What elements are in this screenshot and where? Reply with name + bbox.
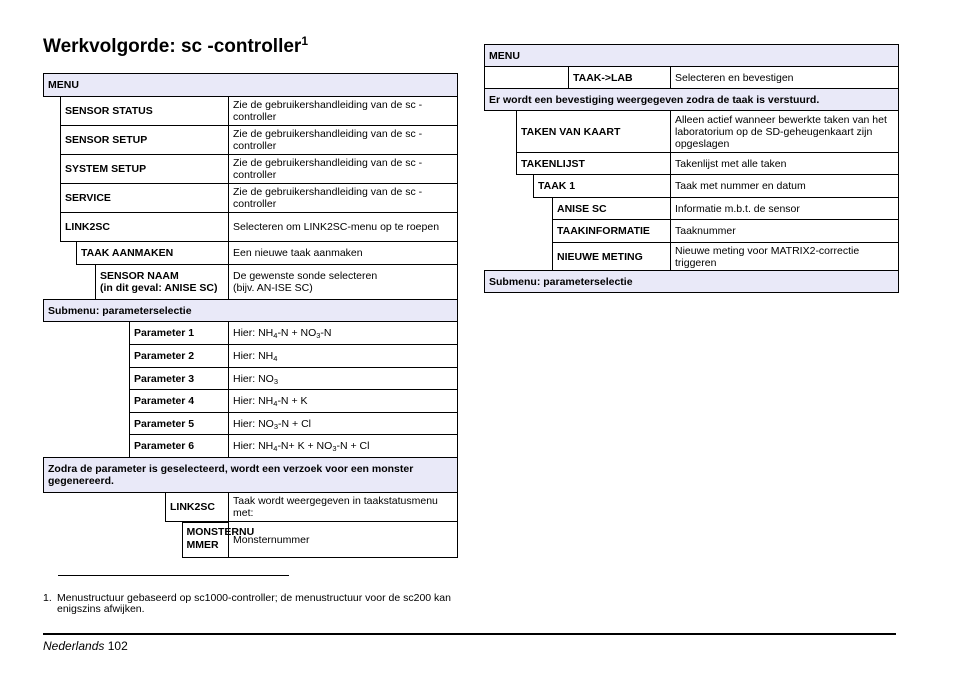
taak-aanmaken-label: TAAK AANMAKEN [77, 242, 229, 265]
taak-lab-desc: Selecteren en bevestigen [671, 67, 899, 89]
monsternummer-line2: MMER [186, 539, 219, 551]
chem-sub: 4 [273, 354, 278, 363]
monsternummer-line1: MONSTERNU [186, 526, 255, 538]
parameter-prefix: Hier: [233, 395, 256, 407]
taken-kaart-label: TAKEN VAN KAART [517, 111, 671, 153]
taak-aanmaken-desc: Een nieuwe taak aanmaken [229, 242, 458, 265]
parameter-label: Parameter 6 [130, 435, 229, 458]
chem-part: NO [258, 417, 274, 430]
taakinformatie-label: TAAKINFORMATIE [553, 220, 671, 243]
submenu-header: Submenu: parameterselectie [485, 271, 899, 293]
parameter-prefix: Hier: [233, 372, 256, 385]
parameter-value [229, 345, 458, 368]
footnote-number: 1. [43, 592, 52, 604]
confirm-header: Er wordt een bevestiging weergegeven zodra de taak is verstuurd. [485, 89, 899, 111]
parameter-label: Parameter 3 [130, 368, 229, 390]
sensor-naam-desc-line1: De gewenste sonde selecteren [233, 270, 378, 282]
menu-item-desc: Zie de gebruikershandleiding van de sc - controller [229, 126, 458, 155]
chem-part: -N [278, 417, 290, 430]
chem-sub: 4 [273, 444, 278, 453]
link2sc-label: LINK2SC [166, 493, 229, 522]
link2sc-desc: Taak wordt weergegeven in taakstatusmenu met: [229, 493, 458, 522]
chem-sub: 4 [273, 399, 278, 408]
parameter-prefix: Hier: [233, 417, 256, 430]
chem-sub: 3 [332, 444, 337, 453]
footnote-text: Menustructuur gebaseerd op sc1000-controller; de menustructuur voor de sc200 kan enigszins afwijken. [57, 592, 451, 615]
chem-sub: 3 [273, 376, 279, 386]
chem-sub: 4 [273, 331, 278, 340]
menu-item-label: SERVICE [61, 184, 229, 213]
page-number: 102 [107, 639, 128, 653]
chem-part: -N [277, 440, 289, 452]
notice-header: Zodra de parameter is geselecteerd, wordt een verzoek voor een monster gegenereerd. [44, 458, 458, 493]
parameter-value [229, 390, 458, 413]
menu-item-desc: Zie de gebruikershandleiding van de sc - controller [229, 155, 458, 184]
page-title-text: Werkvolgorde: sc -controller [43, 36, 302, 57]
menu-item-label: SENSOR SETUP [61, 126, 229, 155]
anise-label: ANISE SC [553, 198, 671, 220]
anise-desc: Informatie m.b.t. de sensor [671, 198, 899, 220]
chem-part: -N [320, 327, 332, 339]
menu-header: MENU [485, 45, 899, 67]
footer-language: Nederlands [43, 639, 105, 653]
menu-item-desc: Zie de gebruikershandleiding van de sc - controller [229, 184, 458, 213]
sensor-naam-line2: (in dit geval: ANISE SC) [100, 282, 218, 294]
taken-kaart-desc: Alleen actief wanneer bewerkte taken van het laboratorium op de SD-geheugenkaart zijn opgeslagen [671, 111, 899, 153]
footnote [43, 593, 463, 615]
parameter-prefix: Hier: [233, 327, 256, 339]
parameter-prefix: Hier: [233, 440, 256, 452]
chem-part: + K [288, 395, 308, 407]
parameter-value [229, 368, 458, 390]
parameter-label: Parameter 4 [130, 390, 229, 413]
sensor-naam-desc [229, 265, 458, 300]
left-menu-table [43, 73, 458, 558]
menu-item-desc: Selecteren om LINK2SC-menu op te roepen [229, 213, 458, 242]
parameter-label: Parameter 2 [130, 345, 229, 368]
chem-part: -N [336, 440, 348, 452]
menu-item-label: SYSTEM SETUP [61, 155, 229, 184]
taakinformatie-desc: Taaknummer [671, 220, 899, 243]
parameter-value [229, 413, 458, 435]
footer-divider [43, 633, 896, 635]
sensor-naam-desc-line2: (bijv. AN-ISE SC) [233, 282, 313, 294]
chem-part: NH [258, 350, 274, 362]
monsternummer-desc: Monsternummer [229, 522, 458, 558]
menu-header: MENU [44, 74, 458, 97]
parameter-label: Parameter 5 [130, 413, 229, 435]
chem-part: NH [258, 395, 274, 407]
chem-sub: 3 [273, 421, 279, 431]
taak1-desc: Taak met nummer en datum [671, 175, 899, 198]
taak1-label: TAAK 1 [534, 175, 671, 198]
footnote-divider [58, 575, 289, 576]
footnote-mark: 1 [301, 34, 309, 48]
sensor-naam-line1: SENSOR NAAM [100, 270, 179, 282]
chem-part: -N [277, 327, 289, 339]
chem-part: NH [258, 327, 274, 339]
parameter-value [229, 322, 458, 345]
nieuwe-meting-label: NIEUWE METING [553, 243, 671, 271]
nieuwe-meting-desc: Nieuwe meting voor MATRIX2-correctie triggeren [671, 243, 899, 271]
chem-sub: 3 [316, 331, 321, 340]
submenu-header: Submenu: parameterselectie [44, 300, 458, 322]
page-title [43, 36, 308, 58]
menu-item-label: LINK2SC [61, 213, 229, 242]
takenlijst-desc: Takenlijst met alle taken [671, 153, 899, 175]
menu-item-label: SENSOR STATUS [61, 97, 229, 126]
chem-part: + K + NO [288, 440, 333, 452]
page-footer [43, 639, 128, 653]
parameter-prefix: Hier: [233, 350, 256, 362]
chem-part: + Cl [289, 417, 311, 430]
taak-lab-label: TAAK->LAB [569, 67, 671, 89]
right-menu-table [484, 44, 899, 293]
parameter-label: Parameter 1 [130, 322, 229, 345]
takenlijst-label: TAKENLIJST [517, 153, 671, 175]
menu-item-desc: Zie de gebruikershandleiding van de sc - controller [229, 97, 458, 126]
chem-part: NO [258, 372, 274, 385]
chem-part: + Cl [347, 440, 370, 452]
chem-part: + NO [288, 327, 317, 339]
chem-part: -N [277, 395, 289, 407]
parameter-value [229, 435, 458, 458]
monsternummer-label [182, 522, 255, 558]
chem-part: NH [258, 440, 274, 452]
sensor-naam-label [96, 265, 229, 300]
